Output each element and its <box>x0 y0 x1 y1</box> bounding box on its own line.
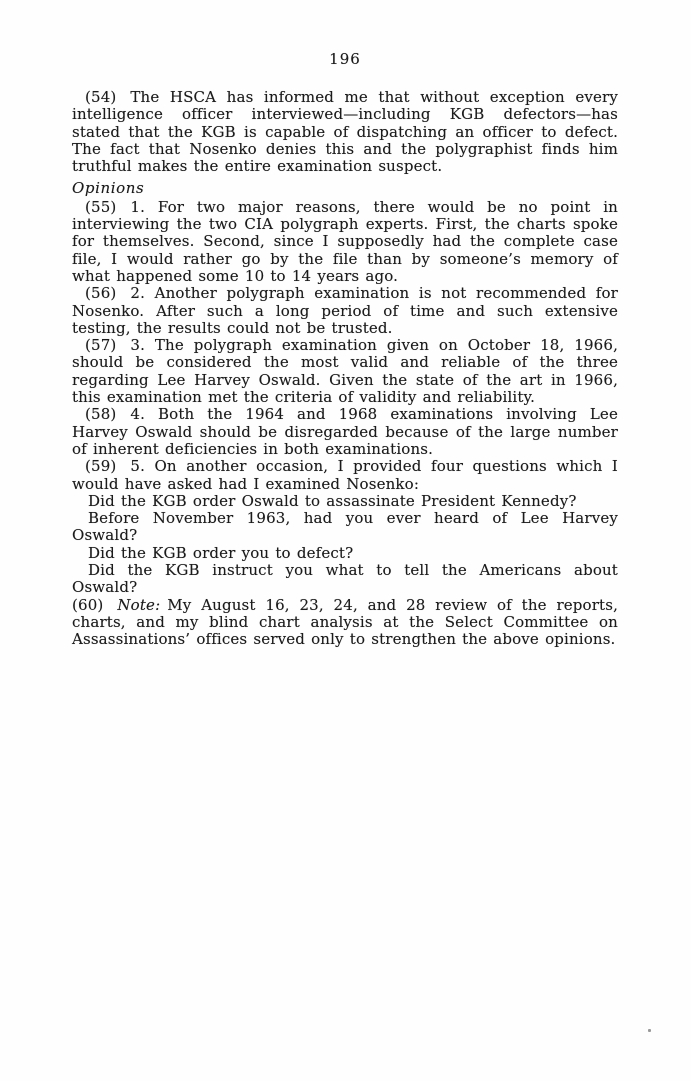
paragraph-59 <box>72 458 618 493</box>
paragraph-60-number: (60) <box>72 595 104 614</box>
paragraph-58-text: 4. Both the 1964 and 1968 examinations involving Lee Harvey Oswald should be disregarded because of the large number of inherent deficiencies in both examinations. <box>72 405 618 458</box>
question-defect: Did the KGB order you to defect? <box>88 543 354 562</box>
paragraph-60-text: My August 16, 23, 24, and 28 review of the reports, charts, and my blind chart analysis at the Select Committee on Assassinations’ offices served only to strengthen the above opinions. <box>72 595 618 649</box>
paragraph-58-number: (58) <box>85 405 117 424</box>
paragraph-55-number: (55) <box>85 197 117 216</box>
paragraph-54-number: (54) <box>85 88 117 106</box>
paragraph-59-text: 5. On another occasion, I provided four questions which I would have asked had I examined Nosenko: <box>72 457 618 493</box>
paragraph-55 <box>72 199 618 285</box>
paragraph-57-number: (57) <box>85 336 117 355</box>
question-kennedy: Did the KGB order Oswald to assassinate President Kennedy? <box>88 491 577 510</box>
page-content <box>72 89 618 649</box>
paragraph-57-text: 3. The polygraph examination given on October 18, 1966, should be considered the most valid and reliable of the three regarding Lee Harvey Oswald. Given the state of the art in 1966, this examination met the criteria of validity and reliability. <box>72 336 618 407</box>
page-number: 196 <box>329 50 361 68</box>
paragraph-56-number: (56) <box>85 284 117 303</box>
opinions-heading: Opinions <box>72 179 145 198</box>
paragraph-60-note-label: Note: <box>117 595 161 614</box>
question-heard-of-oswald: Before November 1963, had you ever heard of Lee Harvey Oswald? <box>72 509 618 545</box>
question-instruct-americans: Did the KGB instruct you what to tell the Americans about Oswald? <box>72 561 618 597</box>
paragraph-56 <box>72 285 618 337</box>
paragraph-58 <box>72 406 618 458</box>
paragraph-54-text: The HSCA has informed me that without exception every intelligence officer interviewed—including KGB defectors—has stated that the KGB is capable of dispatching an officer to defect. The fact that Nosenko denies this and the polygraphist finds him truthful makes the entire examination suspect. <box>72 88 618 176</box>
paragraph-57 <box>72 337 618 406</box>
paragraph-55-text: 1. For two major reasons, there would be no point in interviewing the two CIA polygraph experts. First, the charts spoke for themselves. Second, since I supposedly had the complete case file, I would rather go by the file than by someone’s memory of what happened some 10 to 14 years ago. <box>72 197 618 285</box>
paragraph-56-text: 2. Another polygraph examination is not recommended for Nosenko. After such a long period of time and such extensive testing, the results could not be trusted. <box>72 284 618 337</box>
paragraph-60 <box>72 597 618 649</box>
paragraph-54 <box>72 89 618 175</box>
scan-artifact-speck <box>648 1029 651 1032</box>
paragraph-59-number: (59) <box>85 457 117 476</box>
